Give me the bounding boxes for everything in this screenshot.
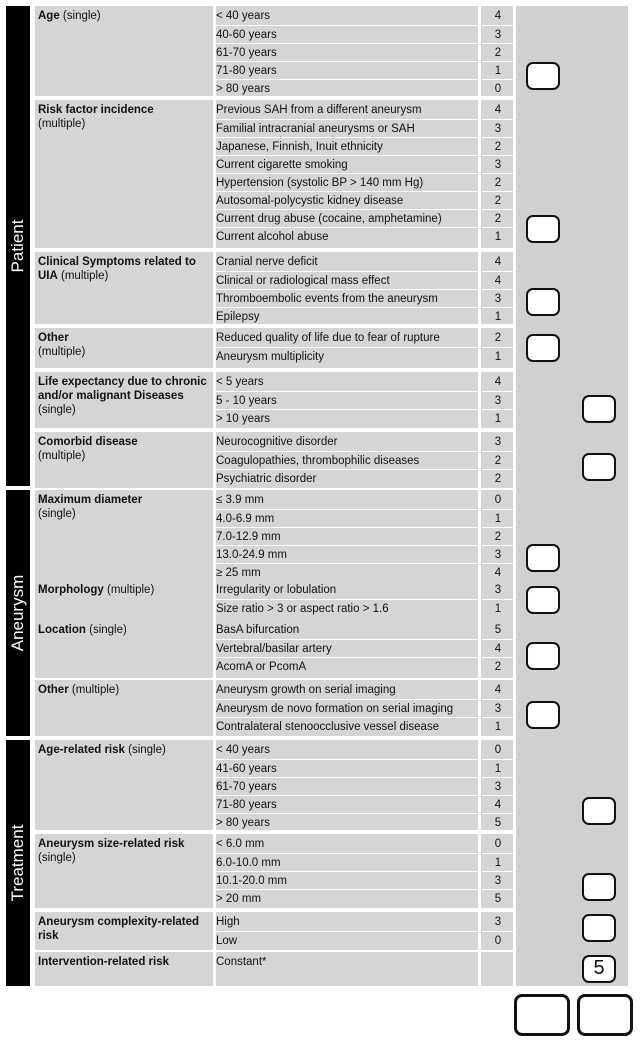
criterion-score: 3 <box>494 436 502 448</box>
criterion-score: 1 <box>482 717 514 735</box>
criterion-row: AcomA or PcomA <box>214 657 478 675</box>
criterion-row: 4.0-6.9 mm <box>214 509 478 527</box>
criterion-score: 3 <box>482 871 514 889</box>
criterion-row: < 40 years <box>216 10 271 22</box>
criterion-score: 2 <box>482 191 514 209</box>
column-divider <box>478 100 481 248</box>
column-divider <box>478 252 481 324</box>
category-title: Aneurysm complexity-related risk <box>38 916 200 942</box>
criterion-row: Thromboembolic events from the aneurysm <box>214 289 478 307</box>
category-title: Maximum diameter <box>38 494 143 506</box>
score-input-box[interactable] <box>526 62 560 90</box>
criterion-row: 61-70 years <box>214 43 478 61</box>
criterion-row: Psychiatric disorder <box>214 469 478 487</box>
criterion-row: Current drug abuse (cocaine, amphetamine) <box>214 209 478 227</box>
criterion-row: < 6.0 mm <box>216 838 265 850</box>
category-label <box>38 375 214 417</box>
criterion-score: 2 <box>482 209 514 227</box>
column-divider <box>478 328 481 368</box>
category-title: Location <box>38 624 86 636</box>
criterion-score: 1 <box>482 227 514 245</box>
column-divider <box>478 580 481 620</box>
category-label <box>38 9 214 23</box>
criterion-score <box>482 953 514 971</box>
criterion-row: 5 - 10 years <box>214 391 478 409</box>
category-label <box>38 331 214 359</box>
criterion-score: 3 <box>482 777 514 795</box>
score-input-box[interactable] <box>526 642 560 670</box>
criterion-score: 1 <box>482 599 514 617</box>
category-title: Aneurysm size-related risk <box>38 838 185 850</box>
criterion-score: 4 <box>494 684 502 696</box>
criterion-score: 3 <box>494 916 502 928</box>
column-divider <box>478 952 481 986</box>
criterion-score: 3 <box>482 545 514 563</box>
criterion-score: 4 <box>494 10 502 22</box>
category-block <box>35 952 513 986</box>
criterion-row: Neurocognitive disorder <box>216 436 338 448</box>
criterion-score: 1 <box>482 307 514 325</box>
criterion-score: 4 <box>482 271 514 289</box>
total-score-box-1[interactable] <box>514 994 570 1036</box>
criterion-row: 13.0-24.9 mm <box>214 545 478 563</box>
column-divider <box>478 740 481 830</box>
category-block <box>35 6 513 96</box>
category-note: (multiple) <box>68 684 120 696</box>
criterion-score: 3 <box>482 699 514 717</box>
criterion-score: 3 <box>482 119 514 137</box>
score-input-box[interactable] <box>526 288 560 316</box>
criterion-row: < 40 years <box>216 744 271 756</box>
criterion-score: 3 <box>482 155 514 173</box>
criterion-score: 4 <box>482 639 514 657</box>
criterion-row: 71-80 years <box>214 795 478 813</box>
criterion-row: Aneurysm de novo formation on serial imaging <box>214 699 478 717</box>
criterion-score: 2 <box>482 137 514 155</box>
category-title: Age <box>38 10 60 22</box>
criterion-row: ≥ 25 mm <box>214 563 478 581</box>
criterion-score: 4 <box>494 376 502 388</box>
category-block <box>35 432 513 488</box>
score-input-box[interactable] <box>582 395 616 423</box>
criterion-row: Coagulopathies, thrombophilic diseases <box>214 451 478 469</box>
category-note: (single) <box>124 744 166 756</box>
category-label <box>38 623 214 637</box>
criterion-score: 3 <box>482 25 514 43</box>
criterion-row: Familial intracranial aneurysms or SAH <box>214 119 478 137</box>
category-block <box>35 328 513 368</box>
category-title: Life expectancy due to chronic and/or malignant Diseases <box>38 376 207 402</box>
criterion-score: 2 <box>494 332 502 344</box>
column-divider <box>478 372 481 428</box>
score-input-box[interactable] <box>582 914 616 942</box>
criterion-score: 4 <box>494 104 502 116</box>
criterion-score: 1 <box>482 61 514 79</box>
category-note: (single) <box>85 624 127 636</box>
criterion-score: 4 <box>482 563 514 581</box>
category-label <box>38 493 214 521</box>
criterion-score: 4 <box>482 795 514 813</box>
score-input-box[interactable] <box>526 701 560 729</box>
score-input-box[interactable] <box>582 873 616 901</box>
criterion-score: 3 <box>482 289 514 307</box>
criterion-score: 5 <box>482 813 514 831</box>
category-title: Age-related risk <box>38 744 125 756</box>
column-divider <box>478 834 481 908</box>
category-title: Comorbid disease <box>38 436 138 448</box>
category-label <box>38 435 214 463</box>
criterion-row: BasA bifurcation <box>216 624 300 636</box>
score-input-box[interactable] <box>526 334 560 362</box>
category-title: Clinical Symptoms related to UIA <box>38 256 196 282</box>
criterion-row: 61-70 years <box>214 777 478 795</box>
section-bar-treatment <box>6 740 30 986</box>
criterion-row: > 80 years <box>214 79 478 97</box>
criterion-row: Cranial nerve deficit <box>216 256 318 268</box>
criterion-row: Low <box>214 931 478 949</box>
score-input-box[interactable] <box>582 453 616 481</box>
score-input-box[interactable] <box>526 586 560 614</box>
category-label <box>38 955 214 969</box>
category-note: (multiple) <box>57 270 109 282</box>
criterion-row: High <box>216 916 240 928</box>
section-bar-patient <box>6 6 30 486</box>
category-label <box>38 583 214 597</box>
criterion-score: 2 <box>482 469 514 487</box>
criterion-score: 2 <box>482 657 514 675</box>
criterion-row: Autosomal-polycystic kidney disease <box>214 191 478 209</box>
criterion-row: Reduced quality of life due to fear of rupture <box>216 332 440 344</box>
column-divider <box>478 432 481 488</box>
criterion-row: Aneurysm multiplicity <box>214 347 478 365</box>
criterion-row: > 80 years <box>214 813 478 831</box>
category-title: Other <box>38 684 69 696</box>
category-block <box>35 740 513 830</box>
column-divider <box>478 490 481 580</box>
criterion-row: 10.1-20.0 mm <box>214 871 478 889</box>
category-label <box>38 255 214 283</box>
category-title: Morphology <box>38 584 104 596</box>
category-label <box>38 683 214 697</box>
category-note: (multiple) <box>38 118 86 130</box>
criterion-score: 0 <box>494 744 502 756</box>
category-note: (single) <box>38 404 76 416</box>
criterion-score: 5 <box>494 624 502 636</box>
score-column-2 <box>572 6 628 986</box>
criterion-row: Contralateral stenoocclusive vessel disease <box>214 717 478 735</box>
criterion-score: 3 <box>494 584 502 596</box>
category-block <box>35 252 513 324</box>
category-label <box>38 837 214 865</box>
category-label <box>38 743 214 757</box>
criterion-score: 4 <box>494 256 502 268</box>
category-block <box>35 100 513 248</box>
criterion-score: 3 <box>482 391 514 409</box>
criterion-row: Current alcohol abuse <box>214 227 478 245</box>
criterion-score: 1 <box>482 409 514 427</box>
criterion-row: 7.0-12.9 mm <box>214 527 478 545</box>
criterion-score: 1 <box>482 509 514 527</box>
criterion-row: ≤ 3.9 mm <box>216 494 264 506</box>
criterion-row: Aneurysm growth on serial imaging <box>216 684 396 696</box>
criterion-score: 0 <box>482 931 514 949</box>
criterion-row: Current cigarette smoking <box>214 155 478 173</box>
criterion-row: > 20 mm <box>214 889 478 907</box>
criterion-row: Previous SAH from a different aneurysm <box>216 104 422 116</box>
criterion-row: 6.0-10.0 mm <box>214 853 478 871</box>
column-divider <box>478 912 481 950</box>
category-title: Risk factor incidence <box>38 104 154 116</box>
category-block <box>35 490 513 580</box>
criterion-row: Vertebral/basilar artery <box>214 639 478 657</box>
category-block <box>35 372 513 428</box>
section-label: Patient <box>8 219 27 273</box>
category-note: (multiple) <box>38 346 86 358</box>
category-note: (single) <box>59 10 101 22</box>
category-note: (single) <box>38 508 76 520</box>
category-block <box>35 680 513 736</box>
criterion-row: 71-80 years <box>214 61 478 79</box>
category-label <box>38 915 214 943</box>
category-label <box>38 103 214 131</box>
score-input-box[interactable] <box>526 215 560 243</box>
criterion-row: > 10 years <box>214 409 478 427</box>
column-divider <box>478 6 481 96</box>
category-block <box>35 834 513 908</box>
criterion-score: 2 <box>482 527 514 545</box>
criterion-row: Constant* <box>216 956 267 968</box>
section-label: Aneurysm <box>8 574 27 652</box>
criterion-row: Japanese, Finnish, Inuit ethnicity <box>214 137 478 155</box>
criterion-row: Size ratio > 3 or aspect ratio > 1.6 <box>214 599 478 617</box>
criterion-score: 1 <box>482 853 514 871</box>
criterion-row: 41-60 years <box>214 759 478 777</box>
category-note: (multiple) <box>103 584 155 596</box>
criterion-row: < 5 years <box>216 376 264 388</box>
criterion-row: 40-60 years <box>214 25 478 43</box>
score-input-box[interactable] <box>526 544 560 572</box>
intervention-score-box[interactable]: 5 <box>582 955 616 983</box>
category-block <box>35 620 513 678</box>
criterion-row: Epilepsy <box>214 307 478 325</box>
section-bar-aneurysm <box>6 490 30 736</box>
category-title: Other <box>38 332 69 344</box>
criterion-score: 1 <box>482 347 514 365</box>
category-note: (multiple) <box>38 450 86 462</box>
criterion-score: 2 <box>482 43 514 61</box>
criterion-row: Irregularity or lobulation <box>216 584 337 596</box>
score-input-box[interactable] <box>582 797 616 825</box>
column-divider <box>478 620 481 678</box>
score-column-1 <box>516 6 572 986</box>
criterion-score: 0 <box>482 79 514 97</box>
total-score-box-2[interactable] <box>577 994 633 1036</box>
criterion-score: 0 <box>494 838 502 850</box>
criterion-score: 2 <box>482 451 514 469</box>
column-divider <box>478 680 481 736</box>
criterion-score: 1 <box>482 759 514 777</box>
category-note: (single) <box>38 852 76 864</box>
category-block <box>35 912 513 950</box>
criterion-row: Clinical or radiological mass effect <box>214 271 478 289</box>
criterion-score: 2 <box>482 173 514 191</box>
criterion-score: 0 <box>494 494 502 506</box>
criterion-score: 5 <box>482 889 514 907</box>
criterion-row: Hypertension (systolic BP > 140 mm Hg) <box>214 173 478 191</box>
category-title: Intervention-related risk <box>38 956 170 968</box>
category-block <box>35 580 513 620</box>
section-label: Treatment <box>8 824 27 902</box>
